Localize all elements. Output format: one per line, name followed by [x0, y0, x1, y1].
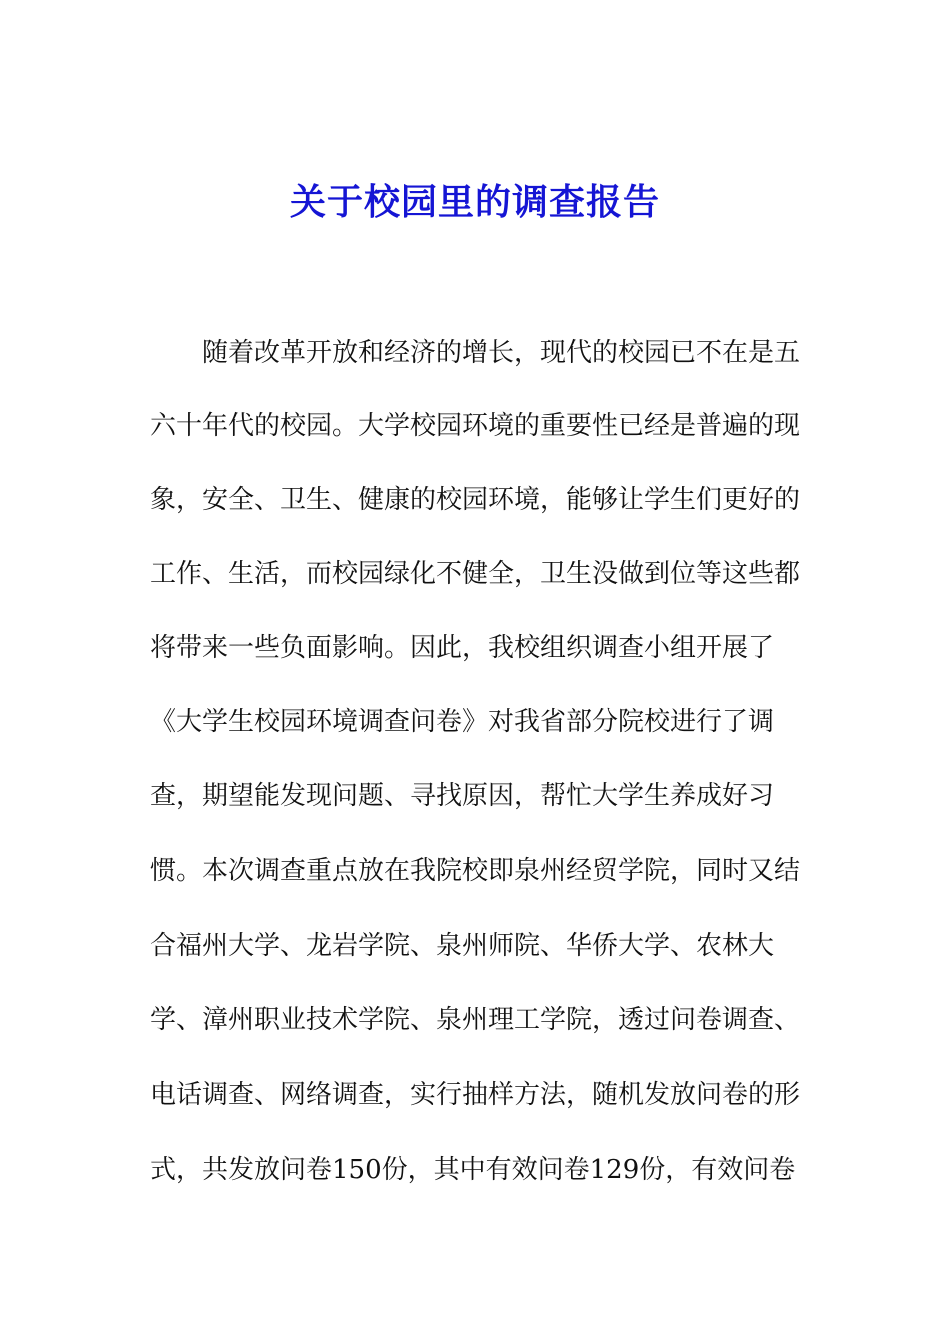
paragraph-line: 随着改革开放和经济的增长，现代的校园已不在是五 — [202, 338, 801, 368]
paragraph-line: 工作、生活，而校园绿化不健全，卫生没做到位等这些都 — [150, 559, 801, 589]
paragraph-line: 查，期望能发现问题、寻找原因，帮忙大学生养成好习 — [150, 781, 775, 811]
paragraph-line: 式，共发放问卷150份，其中有效问卷129份，有效问卷 — [150, 1155, 796, 1185]
paragraph-line: 《大学生校园环境调查问卷》对我省部分院校进行了调 — [150, 707, 775, 737]
paragraph-line: 学、漳州职业技术学院、泉州理工学院，透过问卷调查、 — [150, 1005, 801, 1035]
paragraph-line: 惯。本次调查重点放在我院校即泉州经贸学院，同时又结 — [150, 856, 801, 886]
paragraph-line: 象，安全、卫生、健康的校园环境，能够让学生们更好的 — [150, 485, 801, 515]
paragraph-line: 电话调查、网络调查，实行抽样方法，随机发放问卷的形 — [150, 1080, 801, 1110]
paragraph-line: 六十年代的校园。大学校园环境的重要性已经是普遍的现 — [150, 411, 801, 441]
document-title: 关于校园里的调查报告 — [289, 181, 660, 223]
paragraph-line: 将带来一些负面影响。因此，我校组织调查小组开展了 — [150, 633, 775, 663]
paragraph-line: 合福州大学、龙岩学院、泉州师院、华侨大学、农林大 — [150, 931, 775, 961]
